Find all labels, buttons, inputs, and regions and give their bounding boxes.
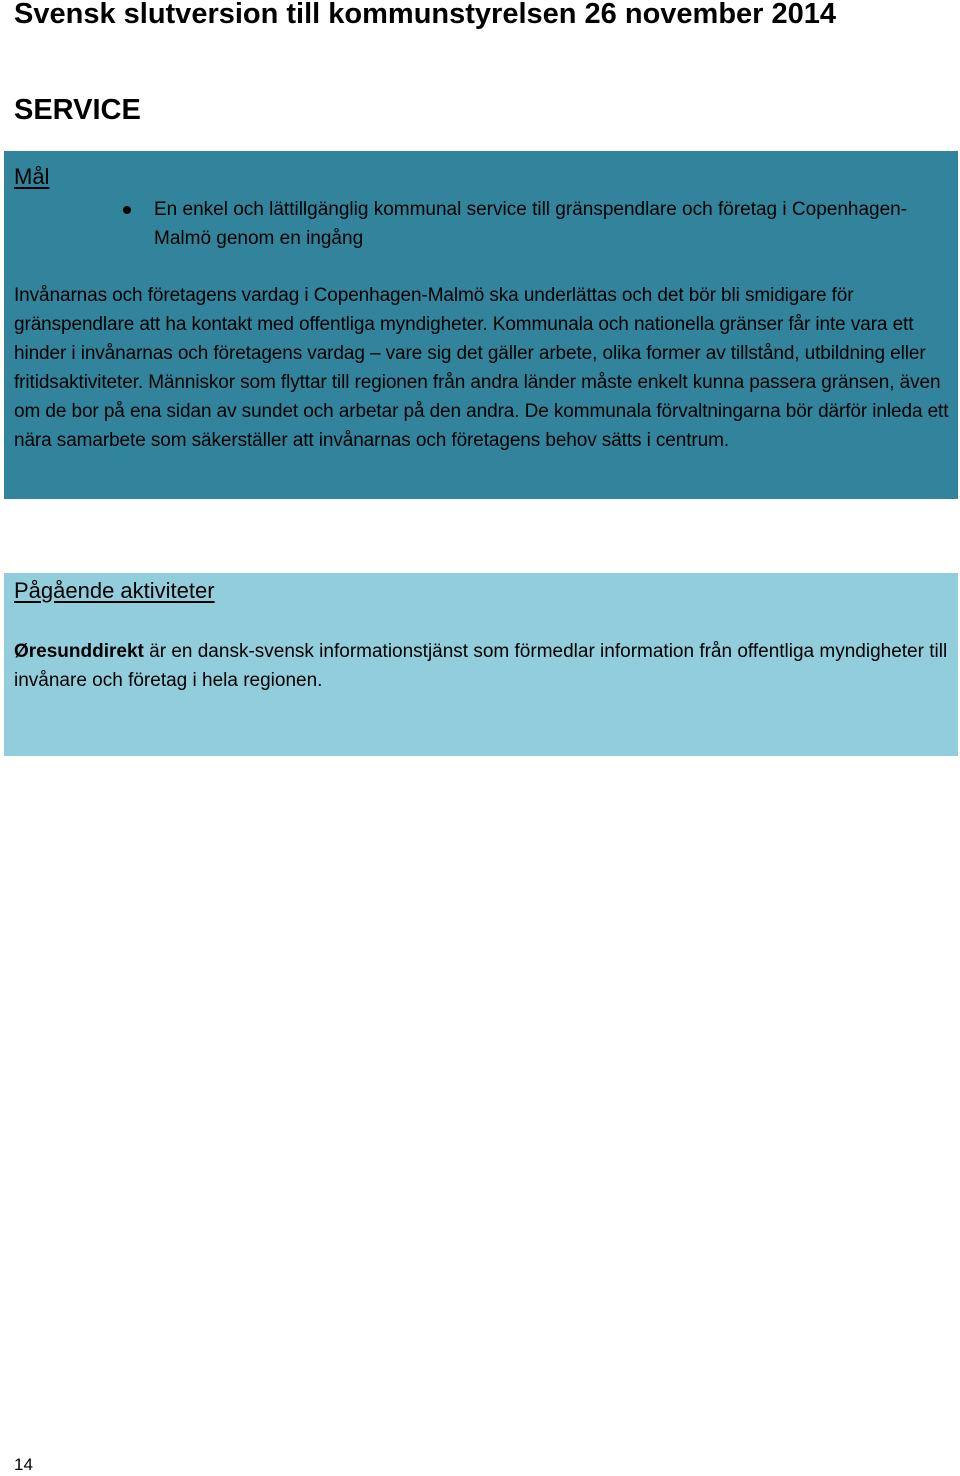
section-title: SERVICE [14,94,141,126]
activities-heading: Pågående aktiviteter [14,578,215,603]
bullet-icon [123,206,131,214]
goal-box [4,151,958,499]
page-number: 14 [14,1455,33,1474]
activity-description: är en dansk-svensk informationstjänst som förmedlar information från offentliga myndigheter till invånare och företag i hela regionen. [14,641,948,691]
goal-heading: Mål [14,164,50,189]
activities-box [4,573,958,756]
activities-body [14,637,954,695]
goal-body-text: Invånarnas och företagens vardag i Copenhagen-Malmö ska underlättas och det bör bli smidigare för gränspendlare att ha kontakt med offentliga myndigheter. Kommunala och nationella gränser får inte vara ett hinder i invånarnas och företagens vardag – vare sig det gäller arbete, olika former av tillstånd, utbildning eller fritidsaktiviteter. Människor som flyttar till regionen från andra länder måste enkelt kunna passera gränsen, även om de bor på ena sidan av sundet och arbetar på den andra. De kommunala förvaltningarna bör därför inleda ett nära samarbete som säkerställer att invånarnas och företagens behov sätts i centrum. [14,285,949,451]
goal-bullet-text: En enkel och lättillgänglig kommunal service till gränspendlare och företag i Copenhagen-Malmö genom en ingång [154,199,908,249]
document-header: Svensk slutversion till kommunstyrelsen 26 november 2014 [14,0,837,30]
goal-bullet-list [154,195,914,253]
goal-bullet-item [154,195,914,253]
activity-term: Øresunddirekt [14,641,144,662]
